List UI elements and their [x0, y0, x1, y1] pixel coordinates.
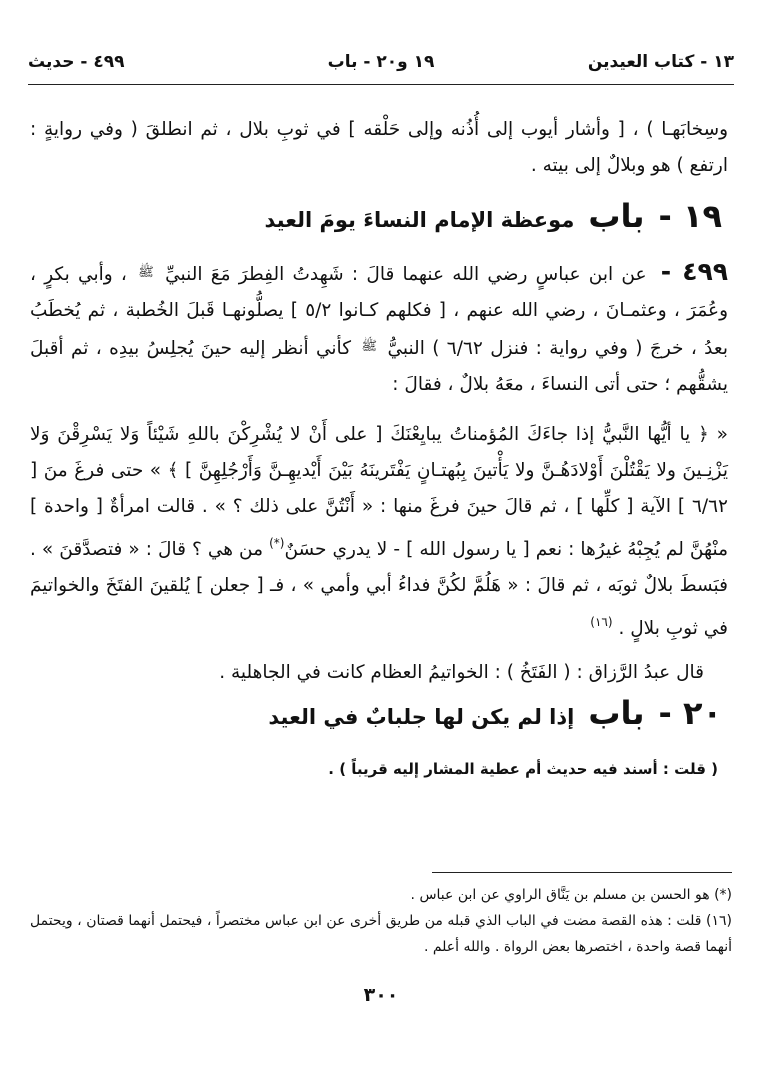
quote-text: من هي ؟ قالَ : « فتصدَّقنَ » . فبَسطَ بلالٌ ثوبَه ، ثم قالَ : « هَلُمَّ لكُنَّ فداءُ أبي وأمي » ، فـ [ جعلن ] يُلقينَ الفتَخَ والخواتيمَ في ثوبِ بلالٍ . [30, 539, 728, 639]
chapter-title: إذا لم يكن لها جلبابٌ في العيد [268, 705, 575, 729]
page-number: ٣٠٠ [363, 984, 399, 1006]
header-rule [28, 84, 734, 85]
header-hadith: ٤٩٩ - حديث [28, 52, 125, 72]
chapter-20-heading [30, 695, 728, 735]
hadith-number: ٤٩٩ - [660, 257, 728, 286]
quote-text: « ﴿ يا أيُّها النَّبيُّ إذا جاءَكَ المُؤمناتُ يبايِعْنَكَ [ على أَنْ لا يُشْرِكْنَ باللهِ شَيْئاً وَلا يَسْرِقْنَ وَلا يَزْنِـينَ ولا يَقْتُلْنَ أَوْلادَهُـنَّ ولا يَأْتينَ بِبُهتـانٍ يَفْتَرينَهُ بَيْنَ أَيْديهِـنَّ وَأَرْجُلِهِنَّ ] ﴾ » حتى فرغَ منَ [ ٦/٦٢ ] الآية [ كلِّها ] ، ثم قالَ حينَ فرغَ منها : « أَنْتُنَّ على ذلك ؟ » . قالت امرأةٌ [ واحدة ] منْهُنَّ لم يُجِبْهُ غيرُها : نعم [ يا رسول الله ] - لا يدري حسَنٌ [30, 424, 729, 560]
chapter-title: موعظة الإمام النساءَ يومَ العيد [264, 208, 575, 232]
chapter-number: ١٩ - [658, 197, 722, 235]
chapter-word: باب [588, 197, 645, 235]
header-section: ١٩ و٢٠ - باب [327, 52, 435, 72]
footnote-marker: (*) [269, 536, 285, 550]
footnote-marker: (١٦) [590, 615, 613, 629]
footnote-rule [432, 872, 732, 873]
salawat-icon: ﷺ [138, 265, 154, 280]
salawat-icon: ﷺ [361, 339, 378, 354]
hadith-text: كأني أنظر إليه حينَ يُجلِسُ بيدِه ، ثم أقبلَ يشقُّهم ؛ حتى أتى النساءَ ، معَهُ بلالٌ ، فقالَ : [30, 338, 728, 395]
header-chapter: ١٣ - كتاب العيدين [587, 52, 734, 72]
main-text [30, 112, 728, 787]
chapter-19-heading [30, 198, 728, 238]
footnotes [30, 882, 732, 960]
hadith-text: ، وأبي بكرٍ ، وعُمَرَ ، وعثمـانَ ، رضي الله عنهم ، [ فكلهم كـانوا ٥/٢ ] يصلُّونهـا قَبلَ الخُطبة ، ثم يُخطَبُ بعدُ ، خرجَ ( وفي رواية : فنزل ٦/٦٢ ) النبيُّ [30, 264, 728, 359]
intro-paragraph: وسِخابَهـا ) ، [ وأشار أيوب إلى أُذُنه وإلى حَلْقه ] في ثوبِ بلال ، ثم انطلقَ ( وفي روايةٍ : ارتفع ) هو وبلالٌ إلى بيته . [30, 119, 728, 176]
chapter-number: ٢٠ - [658, 694, 722, 732]
quran-quote-paragraph [30, 417, 728, 647]
editor-note: ( قلت : أسند فيه حديث أم عطية المشار إليه قريباً ) . [328, 760, 718, 778]
chapter-word: باب [588, 694, 645, 732]
footnote-item: (١٦) قلت : هذه القصة مضت في الباب الذي قبله من طريق أخرى عن ابن عباس مختصراً ، فيحتمل أنهما قصتان ، ويحتمل أنهما قصة واحدة ، اختصرها بعض الرواة . والله أعلم . [30, 913, 732, 955]
hadith-text: عن ابن عباسٍ رضي الله عنهما قالَ : شَهِدتُ الفِطرَ مَعَ النبيِّ [165, 264, 647, 285]
abdurrazzaq-paragraph: قال عبدُ الرَّزاق : ( الفَتَخُ ) : الخواتيمُ العظام كانت في الجاهلية . [219, 662, 704, 683]
running-header [28, 48, 734, 78]
footnote-item: (*) هو الحسن بن مسلم بن يَنَّاق الراوي عن ابن عباس . [410, 887, 732, 903]
hadith-paragraph [30, 254, 728, 403]
